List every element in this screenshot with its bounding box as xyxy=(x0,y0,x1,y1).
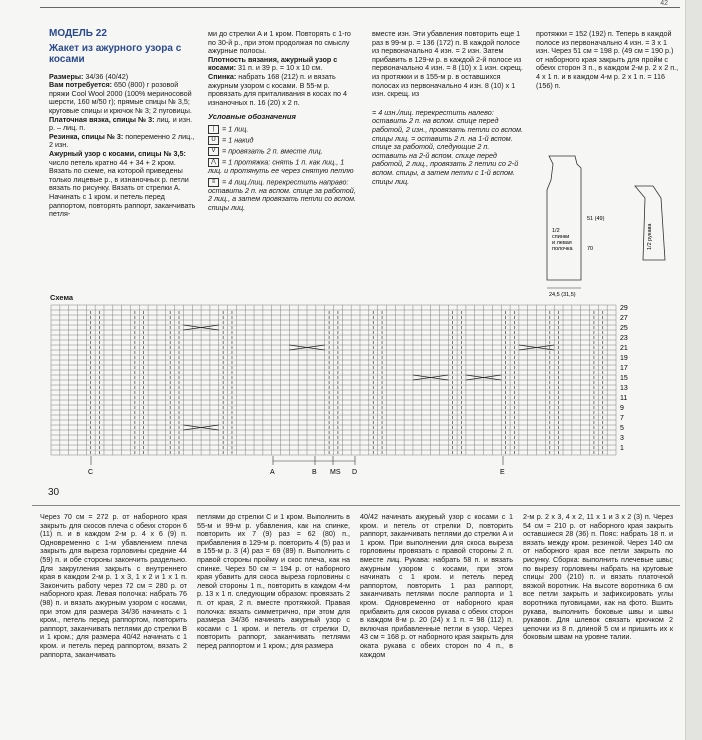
chart-row-label: 9 xyxy=(620,405,624,412)
intro-label: Размеры: xyxy=(49,71,84,81)
intro-label: Резинка, спицы № 3: xyxy=(49,131,124,141)
bottom-text-2: петлями до стрелки C и 1 кром. Выполнить в 55-м и 99-м р. убавления, как на спинке, повторить их 7 (9) раз = 62 (80) п., прибавления в 129-м р. повторить 4 (5) раз и в 155-м р. 3 (4) раз = 69 (89) п. Выполнить с правой стороны пройму и скос плеча, как на спинке. Через 50 см = 194 р. от наборного края убавить для скоса выреза горловины с левой стороны 1 п., повторить в каждом 4-м р. 13 х 1 п. следующим образом: провязать 2 п. от края, 2 п. вместе протяжкой. Правая полочка: вязать симметрично, при этом для размера 34/36 начинать ажурный узор с косами с 1 кром. и петель от стрелки D, повторить раппорт, заканчивать петлями перед раппортом и 1 кром.; для размера xyxy=(197,512,350,650)
label-line: и левая xyxy=(552,240,572,246)
chart-row-label: 1 xyxy=(620,445,624,452)
chart-row-label: 27 xyxy=(620,315,628,322)
chart-marker: E xyxy=(500,469,505,476)
chart-row-label: 23 xyxy=(620,335,628,342)
legend-item xyxy=(208,136,360,145)
chart-marker: MS xyxy=(330,469,341,476)
legend-item xyxy=(208,178,360,213)
chart-row-label: 7 xyxy=(620,415,624,422)
separator xyxy=(32,505,680,506)
materials-list xyxy=(49,73,199,219)
legend-text: = 1 накид xyxy=(222,135,254,145)
density-text: 31 п. и 39 р. = 10 х 10 см. xyxy=(236,63,323,73)
bottom-col-3 xyxy=(360,513,513,659)
chart-row-label: 21 xyxy=(620,345,628,352)
legend-item xyxy=(208,125,360,134)
chart-row-label: 19 xyxy=(620,355,628,362)
chart-marker: C xyxy=(88,469,94,476)
chart-row-label: 15 xyxy=(620,375,628,382)
intro-text: 34/36 (40/42) xyxy=(83,71,129,81)
bottom-col-1 xyxy=(40,513,187,659)
intro-label: Ажурный узор с косами, спицы № 3,5: xyxy=(49,148,186,158)
legend-item xyxy=(208,158,360,176)
density-label: Спинка: xyxy=(208,71,237,81)
density-paragraph xyxy=(208,73,360,107)
back-column xyxy=(372,30,524,186)
label-line: полочка xyxy=(552,246,573,252)
intro-label: Платочная вязка, спицы № 3: xyxy=(49,114,155,124)
legend-text: = 4 лиц./лиц. перекрестить направо: оставить 2 п. на вспом. спице за работой, 2 лиц., а затем провязать петли со вспом. спицы лиц. xyxy=(208,176,357,212)
bottom-text-4: 2-м р. 2 х 3, 4 х 2, 11 х 1 и 3 х 2 (3) п. Через 54 см = 210 р. от наборного края закрыть оставшиеся 28 (36) п. Пояс: набрать 18 п. и вязать между кром. резинкой. Через 140 см от наборного края все петли закрыть по рисунку. Сборка: выполнить плечевые швы; по вырезу горловины набрать на круговые спицы 200 (210) п. и вязать платочной вязкой воротник. На высоте воротника 6 см все петли закрыть и зафиксировать углы воротника пуговицами, как на фото. Вшить рукава, выполнить боковые швы и швы рукавов. Для шлевок связать крючком 2 цепочки из 8 п. длиной 5 см и пришить их к боковым швам на уровне талии. xyxy=(523,512,673,642)
legend-items xyxy=(208,125,360,212)
knitting-chart xyxy=(51,303,626,485)
density-paragraph xyxy=(208,30,360,56)
chart-row-label: 13 xyxy=(620,385,628,392)
legend-text: = 1 протяжка: снять 1 п. как лиц., 1 лиц. и протянуть ее через снятую петлю xyxy=(208,157,354,175)
schema-label: Схема xyxy=(50,293,74,302)
body-outline xyxy=(547,156,581,280)
legend-symbol-icon: V xyxy=(208,147,219,156)
density-label: Плотность вязания, ажурный узор с косами: xyxy=(208,54,338,73)
armhole-text: протяжки = 152 (192) п. Теперь в каждой полосе из первоначально 4 изн. = 3 х 1 изн. Через 51 см = 198 р. (49 см = 190 р.) от наборного края закрыть для пройм с обеих сторон 3 п., в каждом 2-м р. 2 х 2 п., 4 х 1 п. и в каждом 4-м р. 2 х 1 п. = 116 (156) п. xyxy=(536,29,679,90)
intro-paragraph xyxy=(49,116,199,133)
legend-symbol-icon: ≡ xyxy=(208,178,219,187)
diagram-label-body xyxy=(552,228,574,252)
legend-text: = провязать 2 п. вместе лиц. xyxy=(222,146,323,156)
intro-text: число петель кратно 44 + 34 + 2 кром. Вязать по схеме, на которой приведены только лицевые р., в изнаночных р. петли вязать по рисунку. Вязать от стрелки А. Начинать с 1 кром. и петель перед раппортом, повторять раппорт, заканчивать петля- xyxy=(49,157,196,219)
chart-row-label: 11 xyxy=(620,395,628,402)
chart-marker: A xyxy=(270,469,275,476)
label-line: спинки xyxy=(552,234,570,240)
chart-row-label: 17 xyxy=(620,365,628,372)
legend-symbol-icon: ⋀ xyxy=(208,158,219,167)
intro-text: лиц. и изн. р. – лиц. п. xyxy=(49,114,193,133)
intro-paragraph xyxy=(49,81,199,115)
intro-paragraph xyxy=(49,133,199,150)
intro-text: попеременно 2 лиц., 2 изн. xyxy=(49,131,195,150)
top-page-number: 42 xyxy=(660,0,668,7)
legend xyxy=(208,113,360,212)
page-edge xyxy=(685,0,702,740)
bottom-col-4 xyxy=(523,513,673,642)
density-text xyxy=(208,30,360,107)
page-number: 30 xyxy=(48,487,60,498)
legend-symbol-icon: U xyxy=(208,136,219,145)
diagram-h2: 70 xyxy=(587,246,594,252)
back-text: вместе изн. Эти убавления повторить еще 1 раз в 99-м р. = 136 (172) п. В каждой полосе из первоначально 4 изн. = 2 изн. Затем прибавить в 129-м р. в каждой 2-й полосе из первоначально 4 изн. = 8 (10) х 1 изн. скрещ. из протяжки и в 155-м р. в оставшихся полосах из первоначально 4 изн. 8 (10) х 1 изн. скрещ. из xyxy=(372,29,523,99)
pattern-diagram xyxy=(535,150,685,300)
bottom-text-1: Через 70 см = 272 р. от наборного края закрыть для скосов плеча с обеих сторон 6 (11) п. и в каждом 2-м р. 4 х 6 (9) п. Одновременно с 1-м убавлением плеча закрыть для выреза горловины средние 44 (59) п. и обе стороны закончить раздельно. Для закругления закрыть с внутреннего края в каждом 2-м р. 1 х 3, 1 х 2 и 1 х 1 п. Закончить работу через 72 см = 280 р. от наборного края. Левая полочка: набрать 76 (98) п. и вязать ажурным узором с косами, при этом для размера 34/36 начинать с 1 кром., петель перед раппортом, повторить раппорт, заканчивать петлями до стрелки B и 1 кром.; для размера 40/42 начинать с 1 кром. и петель перед раппортом, вязать 2 раппорта, заканчивать xyxy=(40,512,187,659)
cable-legend-text: = 4 изн./лиц. перекрестить налево: оставить 2 п. на вспом. спице перед работой, 2 изн., провязать петли со вспом. спицы лиц. = оставить 2 п. на 1-й вспом. спице за работой, следующие 2 п. оставить на 2-й вспом. спице перед работой, 2 лиц., провязать 2 петли со 2-й вспом. спицы, а затем петли с 1-й вспом. спицы лиц. xyxy=(372,107,524,186)
chart-marker: B xyxy=(312,469,317,476)
chart-row-label: 25 xyxy=(620,325,628,332)
bottom-col-2 xyxy=(197,513,350,651)
model-number: МОДЕЛЬ 22 xyxy=(49,28,107,39)
bottom-text-3: 40/42 начинать ажурный узор с косами с 1 кром. и петель от стрелки D, повторить раппорт, заканчивать петлями до стрелки A и 1 кром. При выполнении для скоса выреза горловины провязать с правой стороны 2 п. вместе лиц. Рукава: набрать 58 п. и вязать ажурным узором с косами, при этом начинать с 1 кром. и петель перед раппортом, повторить 1 раз раппорт, заканчивать петлями после раппорта и 1 кром. Одновременно от наборного края прибавить для скосов рукава с обеих сторон в каждом 8-м р. 20 (24) х 1 п. = 98 (112) п. включая прибавленные петли в узор. Через 43 см = 168 р. от наборного края закрыть для оката рукава с обеих сторон по 4 п., в каждом xyxy=(360,512,513,659)
chart-row-label: 5 xyxy=(620,425,624,432)
model-title: Жакет из ажурного узора с косами xyxy=(49,42,182,65)
density-text: набрать 168 (212) п. и вязать ажурным узором с косами. В 55-м р. провязать для приталивания в косах по 4 изнаночных п. 16 (20) х 2 п. xyxy=(208,71,347,107)
armhole-column xyxy=(536,30,682,90)
label-line: 1/2 xyxy=(552,228,560,234)
legend-item xyxy=(208,147,360,156)
legend-symbol-icon: | xyxy=(208,125,219,134)
legend-text: = 1 лиц. xyxy=(222,124,249,134)
top-rule xyxy=(40,7,680,8)
intro-column xyxy=(49,30,199,219)
chart-marker: D xyxy=(352,469,358,476)
intro-label: Вам потребуется: xyxy=(49,80,113,90)
chart-row-label: 29 xyxy=(620,305,628,312)
intro-paragraph xyxy=(49,150,199,219)
chart-row-label: 3 xyxy=(620,435,624,442)
diagram-sleeve-label: 1/2 рукава xyxy=(647,223,653,250)
density-paragraph xyxy=(208,56,360,73)
density-column xyxy=(208,30,360,214)
diagram-h1: 51 (49) xyxy=(587,216,605,222)
legend-title: Условные обозначения xyxy=(208,112,296,122)
diagram-width: 24,5 (31,5) xyxy=(549,292,576,298)
intro-text: 650 (800) г розовой пряжи Cool Wool 2000 (100% мериносовой шерсти, 160 м/50 г); прямые спицы № 3,5; круговые спицы и крючок № 3; 2 пуговицы. xyxy=(49,80,192,115)
density-text: ми до стрелки A и 1 кром. Повторять с 1-го по 30-й р., при этом продолжая по смыслу ажурные полосы. xyxy=(208,29,351,56)
